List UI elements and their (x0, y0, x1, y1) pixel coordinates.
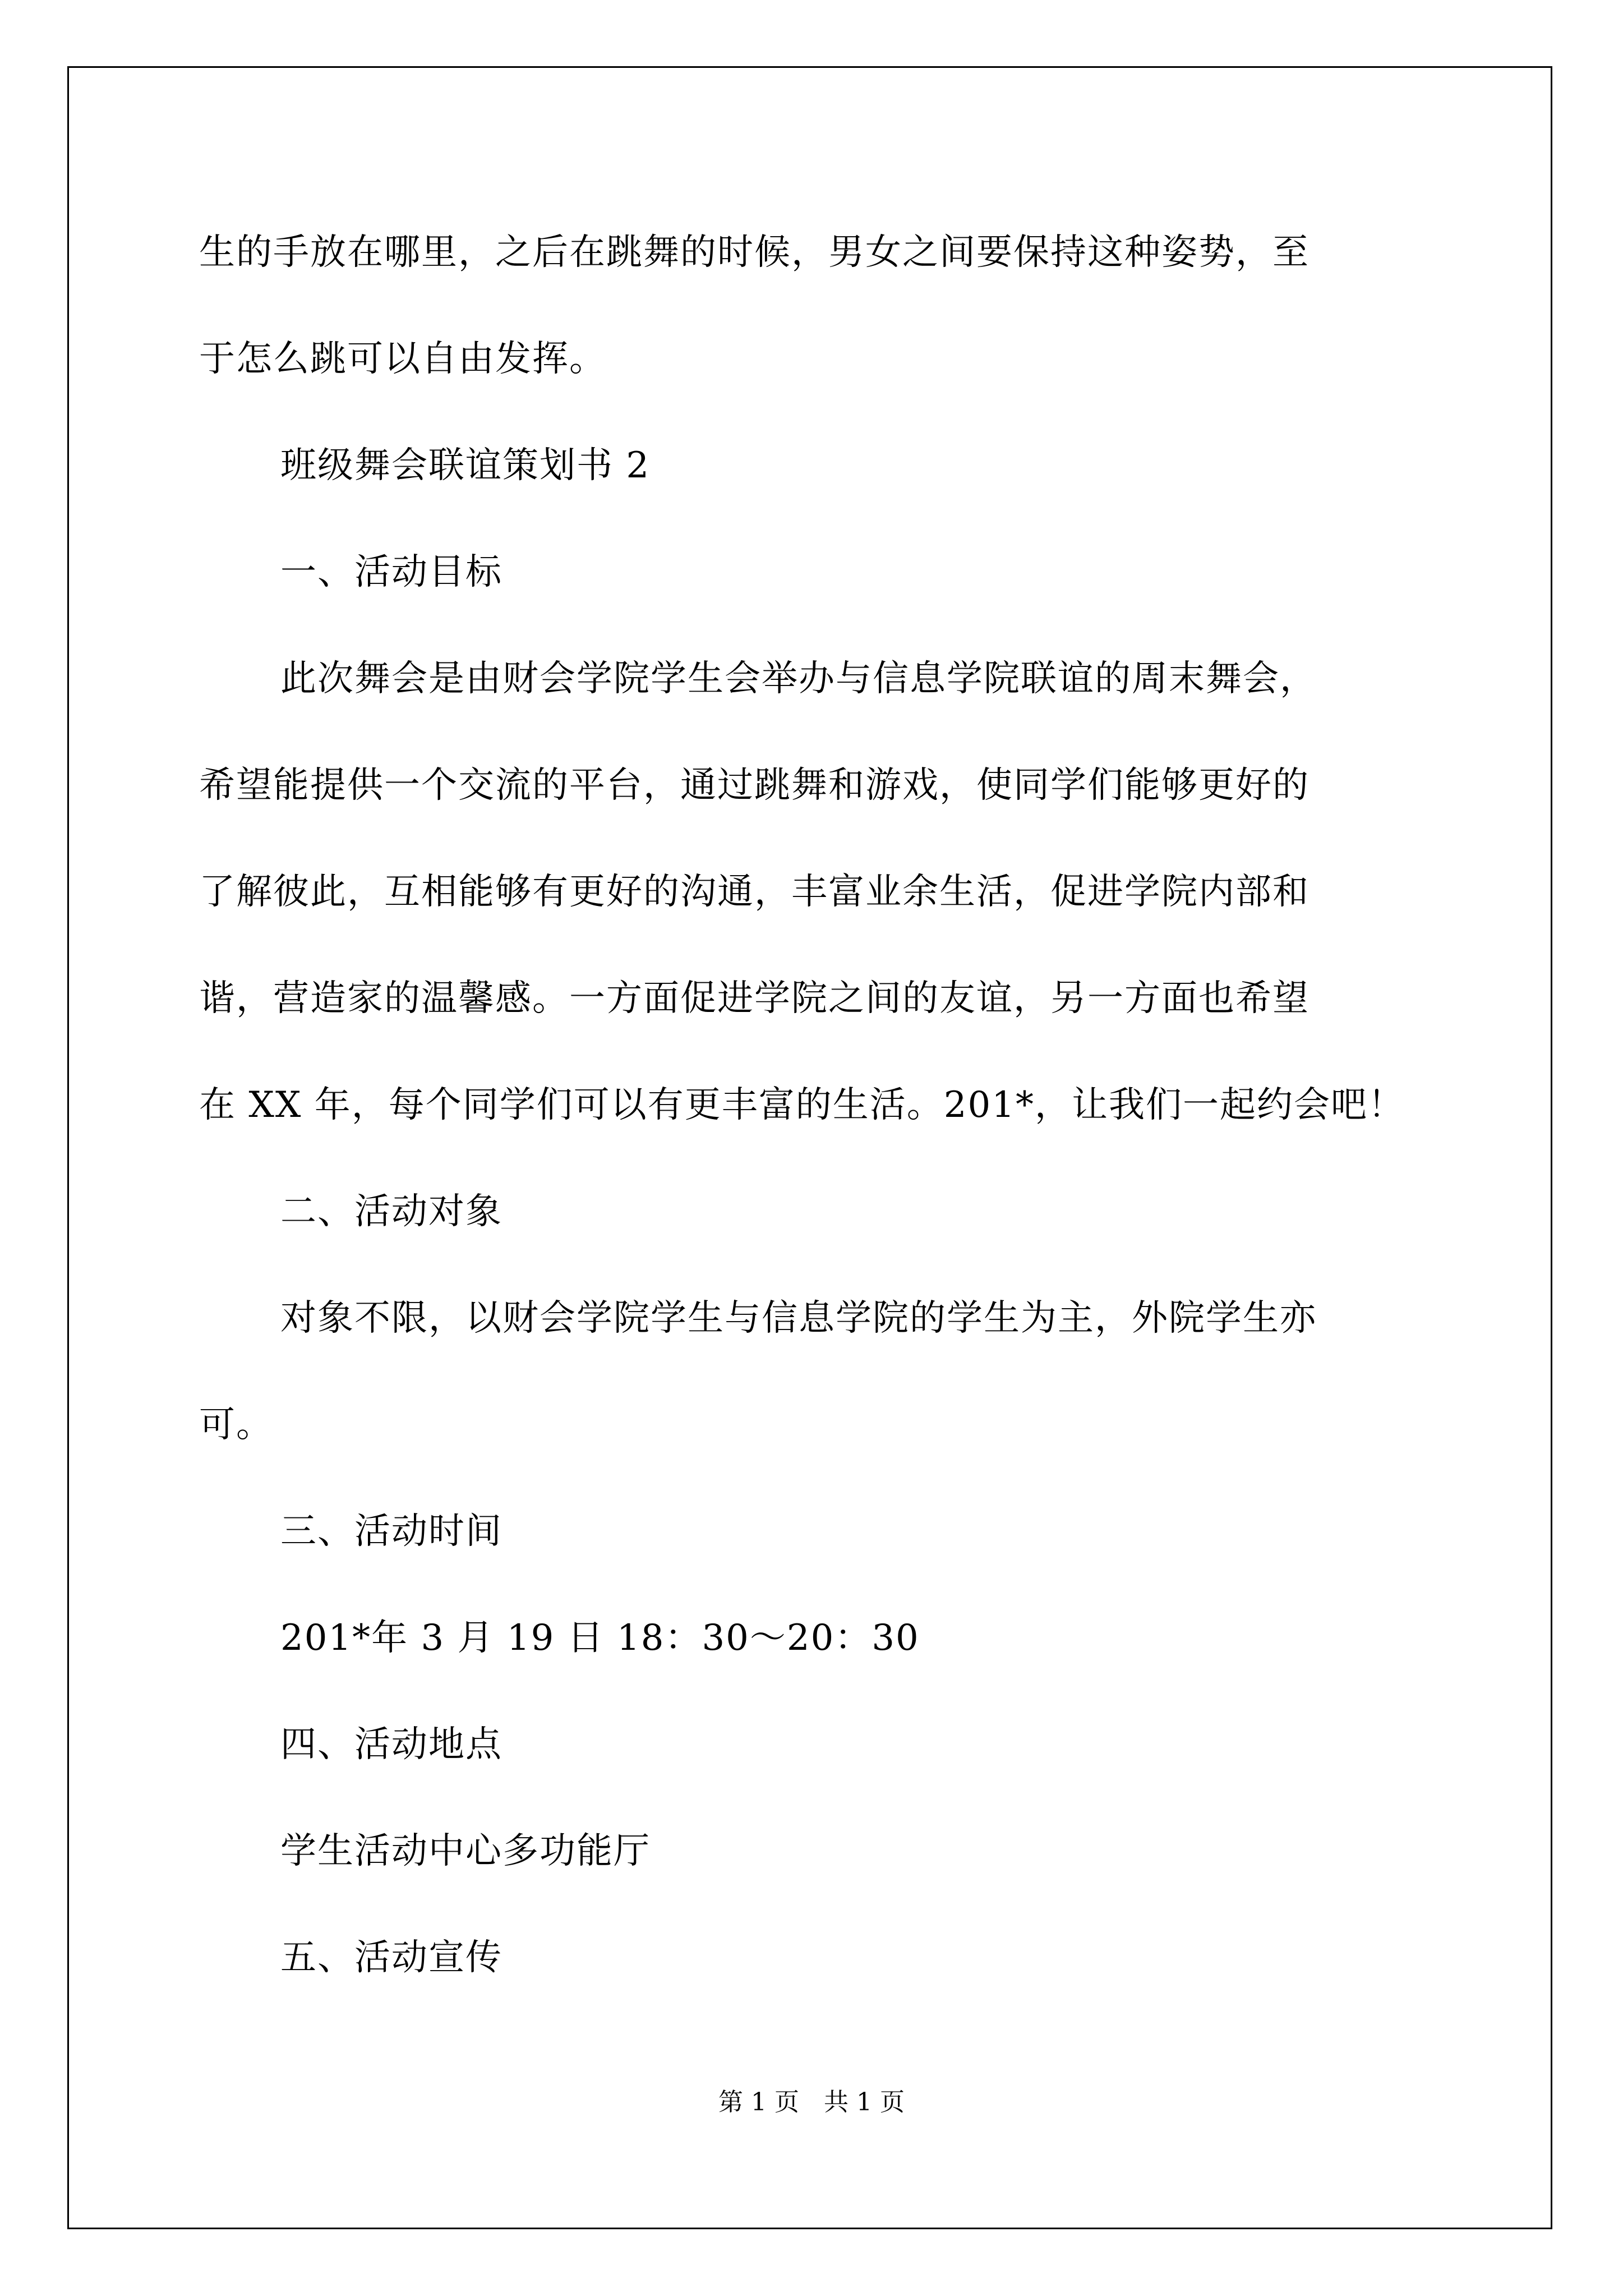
body-text-line: 对象不限，以财会学院学生与信息学院的学生为主，外院学生亦 (280, 1297, 1317, 1339)
body-text-line: 可。 (199, 1404, 273, 1446)
body-text-line: 希望能提供一个交流的平台，通过跳舞和游戏，使同学们能够更好的 (199, 765, 1310, 806)
body-text-line: 此次舞会是由财会学院学生会举办与信息学院联谊的周末舞会， (280, 658, 1317, 700)
body-text-line: 谐，营造家的温馨感。一方面促进学院之间的友谊，另一方面也希望 (199, 978, 1310, 1019)
section-heading: 一、活动目标 (280, 551, 502, 593)
body-text-line: 学生活动中心多功能厅 (280, 1830, 651, 1872)
section-heading: 五、活动宣传 (280, 1937, 502, 1978)
section-heading: 二、活动对象 (280, 1191, 502, 1232)
body-text-line: 了解彼此，互相能够有更好的沟通，丰富业余生活，促进学院内部和 (199, 871, 1310, 913)
section-title: 班级舞会联谊策划书 2 (280, 445, 651, 486)
page-footer: 第 1 页 共 1 页 (718, 2088, 905, 2116)
body-text-line: 于怎么跳可以自由发挥。 (199, 338, 606, 380)
body-text-line: 在 XX 年，每个同学们可以有更丰富的生活。201*，让我们一起约会吧！ (199, 1084, 1405, 1126)
page-border (67, 66, 1552, 2229)
section-heading: 三、活动时间 (280, 1511, 502, 1552)
body-text-line: 201*年 3 月 19 日 18：30～20：30 (280, 1617, 920, 1659)
body-text-line: 生的手放在哪里，之后在跳舞的时候，男女之间要保持这种姿势，至 (199, 232, 1310, 273)
section-heading: 四、活动地点 (280, 1724, 502, 1765)
